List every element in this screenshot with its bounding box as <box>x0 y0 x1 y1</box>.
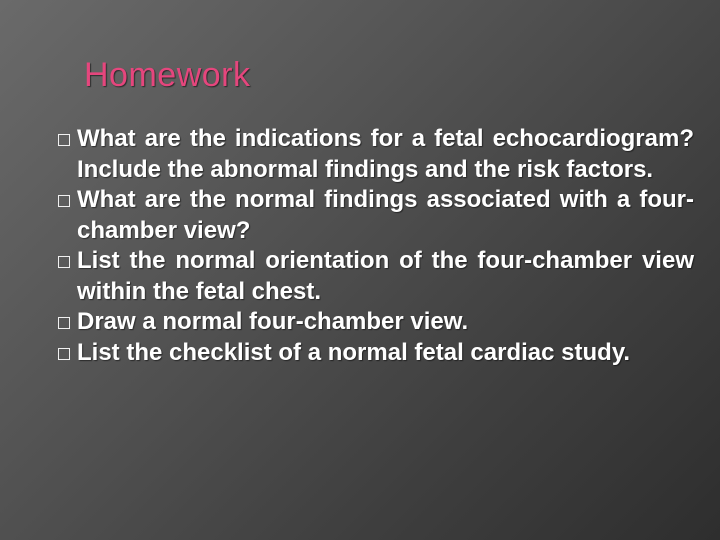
checkbox-bullet-icon <box>58 256 70 268</box>
list-item <box>0 124 694 185</box>
bullet-text: What are the indications for a fetal echocardiogram? Include the abnormal findings and the risk factors. <box>77 125 694 183</box>
bullet-list <box>0 124 694 368</box>
checkbox-bullet-icon <box>58 134 70 146</box>
slide-title: Homework <box>84 56 251 94</box>
bullet-text: List the checklist of a normal fetal cardiac study. <box>77 338 631 366</box>
checkbox-bullet-icon <box>58 348 70 360</box>
checkbox-bullet-icon <box>58 317 70 329</box>
bullet-text: What are the normal findings associated with a four-chamber view? <box>77 186 694 244</box>
list-item <box>0 307 694 338</box>
bullet-text: Draw a normal four-chamber view. <box>77 308 469 335</box>
bullet-text: List the normal orientation of the four-chamber view within the fetal chest. <box>77 247 694 305</box>
checkbox-bullet-icon <box>58 195 70 207</box>
list-item <box>0 246 694 307</box>
list-item <box>0 185 694 246</box>
list-item <box>0 338 694 369</box>
